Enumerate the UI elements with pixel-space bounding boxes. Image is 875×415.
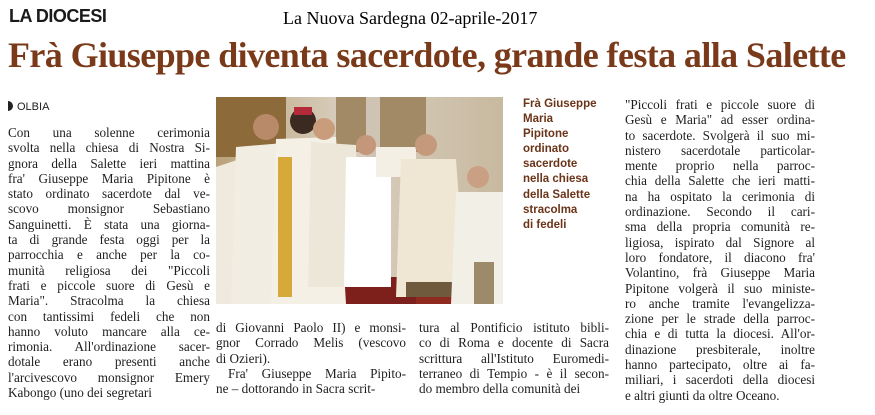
text-line: frati e piccole suore di Gesù e	[8, 277, 210, 293]
text-line: l'arcivescovo monsignor Emery	[8, 369, 210, 385]
text-line: rimonia. All'ordinazione sacer-	[8, 339, 210, 355]
text-line: stracolma	[523, 203, 578, 216]
text-line: munità religiosa dei "Piccoli	[8, 262, 210, 278]
text-line: Volantino, frà Giuseppe Maria	[625, 265, 815, 281]
text-line: nistero sacerdotale particolar-	[625, 142, 815, 158]
text-line: Maria	[523, 113, 554, 126]
text-line: di fedeli	[523, 218, 567, 231]
text-line: ta di grande festa oggi per la	[8, 232, 210, 248]
text-line: e altri giunti da oltre Oceano.	[625, 387, 780, 403]
text-line: Frà Giuseppe	[523, 98, 597, 110]
text-line: ro anche tramite l'evangelizza-	[625, 295, 815, 311]
article-column-2	[216, 320, 406, 396]
text-line: di Giovanni Paolo II) e monsi-	[216, 320, 406, 335]
text-line: terraneo di Tempio - è il secon-	[419, 365, 609, 381]
text-line: hanno partecipato, oltre ai fa-	[625, 357, 815, 373]
location-label: OLBIA	[17, 101, 50, 113]
text-line: nella chiesa	[523, 173, 589, 186]
text-line: loro fondatore, il diacono fra'	[625, 249, 815, 265]
text-line: mente proprio nella parroc-	[625, 158, 815, 174]
text-line: to sacerdote. Svolgerà il suo mi-	[625, 127, 815, 143]
text-line: sma della propria comunità re-	[625, 219, 815, 235]
text-line: tura al Pontificio istituto bibli-	[419, 320, 609, 335]
text-line: ligiosa, ispirato dal Signore al	[625, 234, 815, 250]
location-tag	[8, 101, 49, 113]
article-column-3	[419, 320, 609, 396]
text-line: Maria". Stracolma la chiesa	[8, 293, 210, 309]
text-line: scovo monsignor Sebastiano	[8, 201, 210, 217]
article-photo	[216, 97, 503, 304]
ordination-ceremony-photo	[216, 97, 503, 304]
text-line: scrittura all'Istituto Euromedi-	[419, 350, 609, 366]
section-label: LA DIOCESI	[9, 6, 107, 26]
text-line: miliari, i sacerdoti della diocesi	[625, 372, 815, 388]
text-line: na ha ospitato la cerimonia di	[625, 188, 815, 204]
text-line: parrocchia e anche per la co-	[8, 247, 210, 263]
text-line: hanno voluto mancare alla ce-	[8, 323, 210, 339]
text-line: chia e di tutta la diocesi. All'or-	[625, 326, 815, 342]
text-line: ordinato	[523, 143, 569, 156]
text-line: gnor Corrado Melis (vescovo	[216, 335, 406, 351]
text-line: chia della Salette che ieri matti-	[625, 173, 815, 189]
text-line: svolta nella chiesa di Nostra Si-	[8, 140, 210, 156]
text-line: do membro della comunità dei	[419, 381, 581, 397]
text-line: Con una solenne cerimonia	[8, 125, 210, 140]
text-line: Pipitone volgerà il suo ministe-	[625, 280, 815, 296]
text-line: sacerdote	[523, 158, 578, 171]
text-line: della Salette	[523, 188, 591, 201]
article-column-1	[8, 125, 210, 400]
text-line: Pipitone	[523, 128, 569, 141]
source-line: La Nuova Sardegna 02-aprile-2017	[283, 8, 538, 28]
text-line: zione per le strade della parroc-	[625, 311, 815, 327]
text-line: co di Roma e docente di Sacra	[419, 335, 609, 351]
text-line: con tantissimi fedeli che non	[8, 308, 210, 324]
text-line: gnora della Salette ieri mattina	[8, 155, 210, 171]
photo-caption	[523, 97, 619, 233]
text-line: di Ozieri).	[216, 350, 271, 366]
text-line: dotale erano presenti anche	[8, 354, 210, 370]
text-line: Fra' Giuseppe Maria Pipito-	[228, 365, 406, 381]
text-line: fra' Giuseppe Maria Pipitone è	[8, 170, 210, 186]
text-line: Kabongo (uno dei segretari	[8, 385, 152, 401]
article-column-4	[625, 97, 815, 403]
text-line: stato ordinato sacerdote dal ve-	[8, 186, 210, 202]
location-marker-icon	[8, 101, 13, 111]
text-line: ordinazione. Secondo il cari-	[625, 204, 815, 220]
headline: Frà Giuseppe diventa sacerdote, grande festa alla Salette	[8, 35, 846, 75]
text-line: dinazione presbiterale, inoltre	[625, 341, 815, 357]
text-line: "Piccoli frati e piccole suore di	[625, 97, 815, 112]
text-line: Sanguinetti. È stata una giorna-	[8, 216, 210, 232]
text-line: ne – dottorando in Sacra scrit-	[216, 381, 376, 397]
text-line: Gesù e Maria" ad esser ordina-	[625, 112, 815, 128]
